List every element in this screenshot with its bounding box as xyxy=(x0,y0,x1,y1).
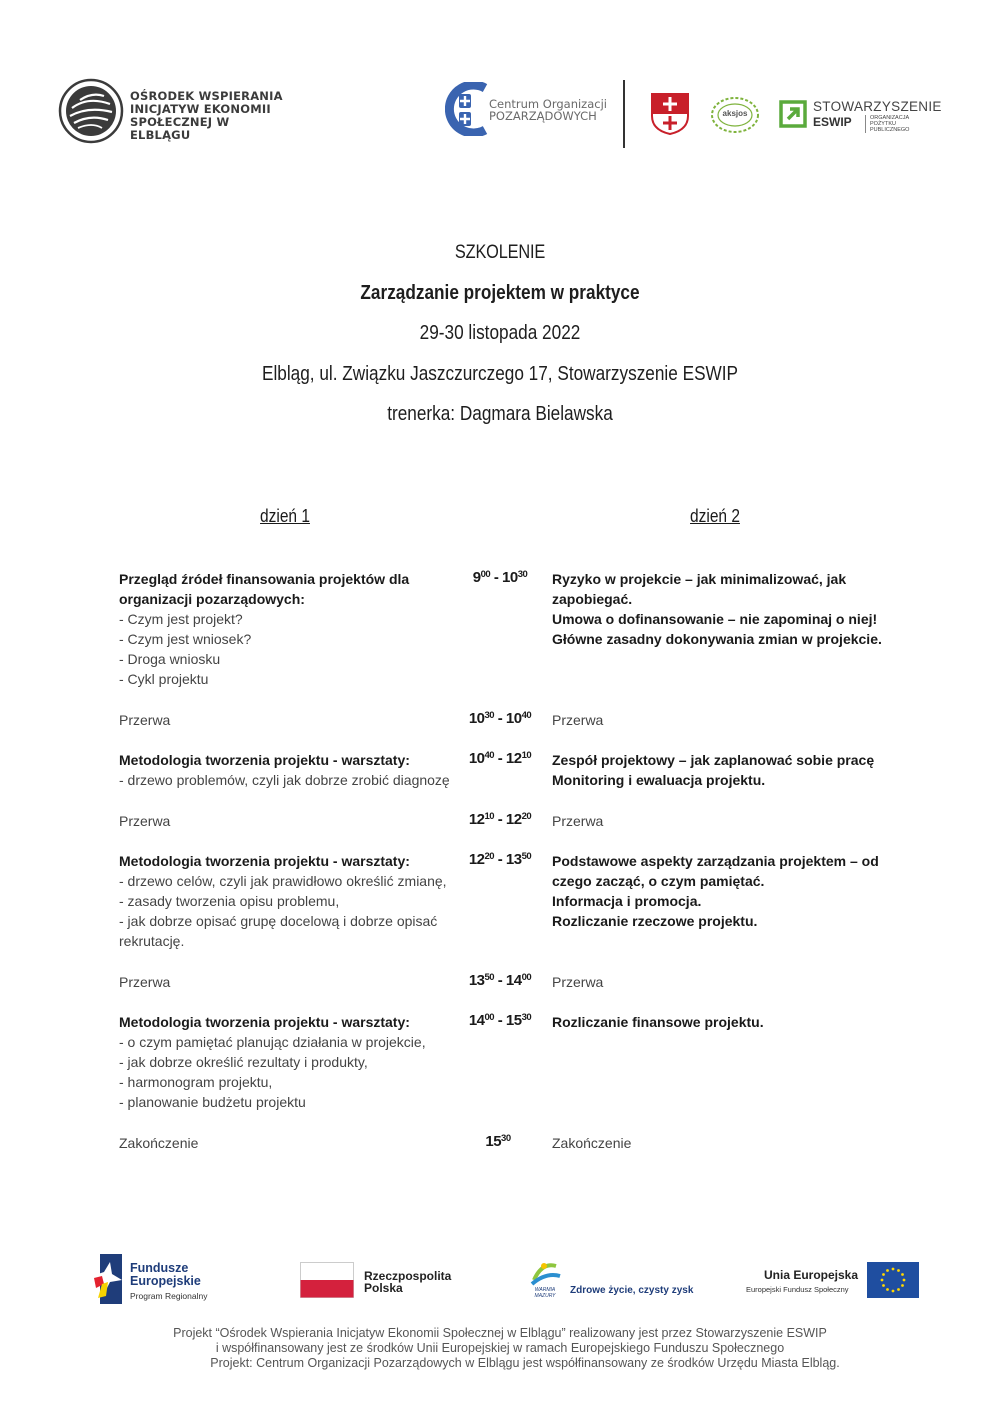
session-item: - planowanie budżetu projektu xyxy=(119,1094,306,1110)
schedule-row-3-day2 xyxy=(552,750,902,790)
session-line: Monitoring i ewaluacja projektu. xyxy=(552,772,766,788)
schedule-row-5-day2 xyxy=(552,851,882,931)
time-from-hour: 9 xyxy=(472,569,481,586)
session-title: Przegląd źródeł finansowania projektów dla organizacji pozarządowych: xyxy=(119,571,410,607)
eswip-logo-line3: ORGANIZACJA POŻYTKU PUBLICZNEGO xyxy=(865,115,930,133)
logo-cop xyxy=(445,82,615,138)
time-from-hour: 10 xyxy=(468,710,485,727)
time-to-hour: 15 xyxy=(505,1012,522,1029)
session-line: Rozliczanie rzeczowe projektu. xyxy=(552,913,758,929)
session-item: - drzewo problemów, czyli jak dobrze zrobić diagnozę xyxy=(119,772,450,788)
time-from-hour: 12 xyxy=(468,811,485,828)
fe-line1: Fundusze xyxy=(130,1261,189,1275)
session-item: - jak dobrze opisać grupę docelową i dobrze opisać rekrutację. xyxy=(119,913,438,949)
logo-rzeczpospolita xyxy=(300,1262,460,1300)
schedule-row-3-time: $10^{40} - 12^{10}$ xyxy=(468,750,532,767)
time-from-minute: 10 xyxy=(484,811,495,822)
time-to-hour: 12 xyxy=(505,750,522,767)
session-item: - drzewo celów, czyli jak prawidłowo określić zmianę, xyxy=(119,873,447,889)
session-item: - jak dobrze określić rezultaty i produkty, xyxy=(119,1054,368,1070)
time-to-minute: 20 xyxy=(521,811,532,822)
cop-logo-line1: Centrum Organizacji xyxy=(489,97,607,111)
schedule-row-6-day1: Przerwa xyxy=(119,974,171,990)
warmia-mazury-emblem-icon xyxy=(528,1258,562,1288)
time-from-minute: 30 xyxy=(501,1133,511,1144)
schedule-row-3-day1 xyxy=(119,750,459,790)
schedule-row-1-time: $9^{00} - 10^{30}$ xyxy=(472,569,528,586)
osrodek-logo-text: OŚRODEK WSPIERANIA INICJATYW EKONOMII SPOŁECZNEJ W ELBLĄGU xyxy=(130,89,283,142)
time-to-minute: 00 xyxy=(521,972,532,983)
session-item: - Czym jest projekt? xyxy=(119,611,243,627)
logo-warmia-mazury xyxy=(528,1258,718,1300)
rp-line1: Rzeczpospolita xyxy=(364,1269,452,1283)
time-from-minute: 50 xyxy=(484,972,495,983)
session-title: Metodologia tworzenia projektu - warsztaty: xyxy=(119,1014,410,1030)
day1-header: dzień 1 xyxy=(260,506,310,526)
session-line: Rozliczanie finansowe projektu. xyxy=(552,1014,764,1030)
schedule-row-2-day2: Przerwa xyxy=(552,712,604,728)
fe-line2: Europejskie xyxy=(130,1274,201,1288)
logo-eswip xyxy=(779,98,942,133)
session-line: Główne zasadny dokonywania zmian w projekcie. xyxy=(552,631,882,647)
schedule-row-4-day2: Przerwa xyxy=(552,813,604,829)
schedule-row-7-time: $14^{00} - 15^{30}$ xyxy=(468,1012,532,1029)
session-line: Zespół projektowy – jak zaplanować sobie pracę xyxy=(552,752,875,768)
logo-unia-europejska xyxy=(740,1262,920,1300)
eswip-arrow-icon xyxy=(779,100,807,128)
time-to-hour: 14 xyxy=(505,972,522,989)
wm-slogan: Zdrowe życie, czysty zysk xyxy=(570,1285,694,1296)
session-item: - harmonogram projektu, xyxy=(119,1074,273,1090)
session-title: Metodologia tworzenia projektu - warsztaty: xyxy=(119,853,410,869)
training-title: Zarządzanie projektem w praktyce xyxy=(360,282,640,304)
time-from-hour: 13 xyxy=(468,972,485,989)
time-to-minute: 30 xyxy=(517,569,528,580)
cop-emblem-icon xyxy=(445,82,491,136)
footer-note-line1: Projekt “Ośrodek Wspierania Inicjatyw Ekonomii Społecznej w Elblągu” realizowany jest przez Stowarzyszenie ESWIP xyxy=(173,1326,827,1340)
logo-osrodek xyxy=(58,78,283,144)
time-from-minute: 30 xyxy=(484,710,495,721)
time-from-minute: 00 xyxy=(480,569,491,580)
schedule-row-8-day1: Zakończenie xyxy=(119,1135,199,1151)
time-to-minute: 30 xyxy=(521,1012,532,1023)
schedule-row-6-time: $13^{50} - 14^{00}$ xyxy=(468,972,532,989)
session-line: Ryzyko w projekcie – jak minimalizować, jak zapobiegać. xyxy=(552,571,847,607)
fe-subtitle: Program Regionalny xyxy=(130,1291,208,1301)
session-item: - Czym jest wniosek? xyxy=(119,631,252,647)
eu-flag-icon xyxy=(867,1262,919,1298)
time-from-minute: 40 xyxy=(484,750,495,761)
elblag-coat-of-arms-icon xyxy=(650,92,690,136)
polish-flag-icon xyxy=(300,1262,354,1298)
time-from-hour: 12 xyxy=(468,851,485,868)
schedule-row-7-day2 xyxy=(552,1012,902,1032)
aksjos-logo-text: aksjos xyxy=(722,109,748,118)
eswip-logo-line1: STOWARZYSZENIE xyxy=(813,99,942,114)
session-item: - Cykl projektu xyxy=(119,671,209,687)
schedule-row-8-time xyxy=(458,1132,538,1152)
schedule-row-8-day2: Zakończenie xyxy=(552,1135,632,1151)
eswip-logo-line2: ESWIP xyxy=(813,115,852,129)
training-trainer: trenerka: Dagmara Bielawska xyxy=(387,403,613,425)
ue-title: Unia Europejska xyxy=(764,1268,859,1282)
day2-header: dzień 2 xyxy=(690,506,740,526)
session-item: - zasady tworzenia opisu problemu, xyxy=(119,893,340,909)
session-line: Podstawowe aspekty zarządzania projektem – od czego zacząć, o czym pamiętać. xyxy=(552,853,879,889)
time-from-hour: 14 xyxy=(468,1012,485,1029)
schedule-row-2-day1: Przerwa xyxy=(119,712,171,728)
schedule-row-4-day1: Przerwa xyxy=(119,813,171,829)
session-item: - Droga wniosku xyxy=(119,651,221,667)
training-date: 29-30 listopada 2022 xyxy=(419,322,581,344)
header-divider xyxy=(623,80,625,148)
ue-subtitle: Europejski Fundusz Społeczny xyxy=(746,1285,849,1294)
time-from-hour: 15 xyxy=(485,1133,502,1150)
schedule-row-2-time: $10^{30} - 10^{40}$ xyxy=(468,710,532,727)
time-to-hour: 10 xyxy=(502,569,518,586)
training-type: SZKOLENIE xyxy=(454,242,546,263)
time-from-hour: 10 xyxy=(468,750,485,767)
time-to-minute: 40 xyxy=(521,710,532,721)
time-from-minute: 20 xyxy=(484,851,495,862)
schedule-row-7-day1 xyxy=(119,1012,459,1112)
footer-note xyxy=(0,1326,1000,1371)
training-place: Elbląg, ul. Związku Jaszczurczego 17, Stowarzyszenie ESWIP xyxy=(261,363,739,385)
fundusze-europejskie-star-icon xyxy=(90,1254,124,1304)
time-to-hour: 13 xyxy=(505,851,522,868)
osrodek-emblem-icon xyxy=(58,78,124,144)
session-title: Metodologia tworzenia projektu - warsztaty: xyxy=(119,752,410,768)
logo-fundusze-europejskie xyxy=(90,1254,230,1306)
rp-line2: Polska xyxy=(364,1281,403,1295)
schedule-row-1-day1 xyxy=(119,569,459,689)
time-to-hour: 12 xyxy=(505,811,522,828)
time-to-minute: 10 xyxy=(521,750,532,761)
schedule-row-4-time: $12^{10} - 12^{20}$ xyxy=(468,811,532,828)
session-item: - o czym pamiętać planując działania w projekcie, xyxy=(119,1034,426,1050)
time-from-minute: 00 xyxy=(484,1012,495,1023)
schedule-row-5-day1 xyxy=(119,851,459,951)
schedule-row-6-day2: Przerwa xyxy=(552,974,604,990)
footer-note-line2: i współfinansowany jest ze środków Unii Europejskiej w ramach Europejskiego Funduszu Społecznego xyxy=(215,1341,785,1355)
time-to-minute: 50 xyxy=(521,851,532,862)
schedule-row-5-time: $12^{20} - 13^{50}$ xyxy=(468,851,532,868)
wm-logo-text: WARMIA MAZURY xyxy=(534,1287,556,1299)
logo-aksjos xyxy=(709,96,761,134)
time-to-hour: 10 xyxy=(505,710,522,727)
footer-note-line3: Projekt: Centrum Organizacji Pozarządowych w Elblągu jest współfinansowany ze środków Urzędu Miasta Elbląg. xyxy=(210,1356,840,1370)
schedule-row-1-day2 xyxy=(552,569,902,649)
session-line: Umowa o dofinansowanie – nie zapominaj o niej! xyxy=(552,611,878,627)
cop-logo-line2: POZARZĄDOWYCH xyxy=(489,109,597,123)
session-line: Informacja i promocja. xyxy=(552,893,702,909)
